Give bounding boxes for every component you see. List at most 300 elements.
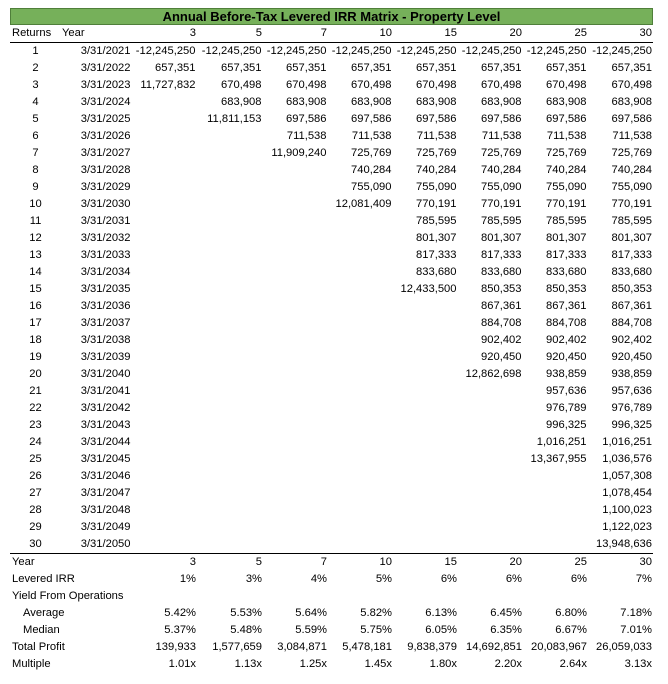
matrix-cell [263,247,328,264]
matrix-cell: 902,402 [458,332,523,349]
matrix-cell [197,519,263,536]
matrix-cell [328,400,393,417]
summary-cell: 5.59% [295,624,327,636]
summary-label: Yield From Operations [12,590,124,602]
summary-cell: 7.18% [620,607,652,619]
column-header: 10 [328,25,393,43]
matrix-cell [263,400,328,417]
summary-cell: 20 [509,556,522,568]
matrix-cell [328,468,393,485]
matrix-cell: 711,538 [588,128,653,145]
column-header: 25 [523,25,588,43]
matrix-body [10,43,653,554]
matrix-cell [197,179,263,196]
summary-cell: 1.45x [364,658,392,670]
matrix-cell: -12,245,250 [263,43,328,61]
summary-cell: 5.42% [164,607,196,619]
row-date: 3/31/2048 [80,504,131,516]
irr-matrix-table [10,25,653,673]
matrix-cell [263,196,328,213]
row-date: 3/31/2042 [80,402,131,414]
summary-cell: 1.25x [299,658,327,670]
matrix-cell [263,230,328,247]
summary-cell: 6% [505,573,522,585]
matrix-cell: 938,859 [523,366,588,383]
summary-year-row [10,554,653,572]
matrix-cell: 867,361 [588,298,653,315]
matrix-cell: 697,586 [458,111,523,128]
column-header: 5 [197,25,263,43]
row-number: 21 [29,385,42,397]
row-date: 3/31/2047 [80,487,131,499]
summary-cell: 3.13x [624,658,652,670]
matrix-cell [328,366,393,383]
row-date: 3/31/2033 [80,249,131,261]
matrix-cell [458,485,523,502]
summary-label: Median [23,624,60,636]
summary-cell: 25 [574,556,587,568]
row-date: 3/31/2029 [80,181,131,193]
matrix-cell [393,434,458,451]
matrix-cell: 683,908 [458,94,523,111]
matrix-cell: 740,284 [393,162,458,179]
matrix-cell [197,451,263,468]
matrix-cell: 725,769 [588,145,653,162]
matrix-cell [263,451,328,468]
matrix-row [10,43,653,61]
summary-label: Year [12,556,35,568]
matrix-cell [263,519,328,536]
matrix-cell: -12,245,250 [132,43,197,61]
matrix-cell [263,264,328,281]
matrix-cell: 683,908 [263,94,328,111]
matrix-cell: 740,284 [588,162,653,179]
matrix-cell [523,468,588,485]
matrix-cell: 996,325 [588,417,653,434]
row-date: 3/31/2038 [80,334,131,346]
column-header: 3 [132,25,197,43]
matrix-cell [132,162,197,179]
matrix-cell [328,536,393,554]
summary-cell: 3,084,871 [277,641,327,653]
row-number: 5 [32,113,39,125]
summary-cell: 9,838,379 [407,641,457,653]
matrix-row [10,298,653,315]
matrix-row [10,383,653,400]
row-date: 3/31/2049 [80,521,131,533]
summary-cell: 5.53% [230,607,262,619]
matrix-cell [458,383,523,400]
matrix-row [10,213,653,230]
matrix-cell [263,332,328,349]
matrix-cell [132,485,197,502]
matrix-cell [197,400,263,417]
row-date: 3/31/2045 [80,453,131,465]
matrix-cell [263,502,328,519]
year-header: Year [60,25,132,43]
matrix-cell: 1,078,454 [588,485,653,502]
row-number: 25 [29,453,42,465]
summary-cell: 1.01x [168,658,196,670]
matrix-cell [197,536,263,554]
summary-cell: 5.82% [360,607,392,619]
matrix-row [10,519,653,536]
matrix-cell: 740,284 [458,162,523,179]
matrix-cell [197,417,263,434]
matrix-cell [328,519,393,536]
matrix-row [10,366,653,383]
matrix-cell: 770,191 [458,196,523,213]
matrix-cell: 1,100,023 [588,502,653,519]
matrix-cell: 12,433,500 [393,281,458,298]
matrix-cell [263,179,328,196]
matrix-cell: 670,498 [588,77,653,94]
row-number: 13 [29,249,42,261]
matrix-cell [458,434,523,451]
matrix-cell [458,519,523,536]
matrix-cell [458,417,523,434]
summary-cell: 14,692,851 [466,641,522,653]
matrix-cell: 11,811,153 [197,111,263,128]
matrix-cell [132,179,197,196]
summary-cell: 7% [635,573,652,585]
row-number: 27 [29,487,42,499]
matrix-cell [393,519,458,536]
matrix-cell [393,298,458,315]
summary-yfo-row [10,588,653,605]
row-date: 3/31/2025 [80,113,131,125]
matrix-cell [328,485,393,502]
matrix-cell [328,213,393,230]
matrix-cell: 920,450 [588,349,653,366]
matrix-cell [523,502,588,519]
matrix-cell: 1,016,251 [523,434,588,451]
matrix-cell: 1,036,576 [588,451,653,468]
matrix-cell [197,434,263,451]
summary-cell: 6.45% [490,607,522,619]
row-date: 3/31/2031 [80,215,131,227]
matrix-cell: 770,191 [588,196,653,213]
matrix-cell [132,281,197,298]
matrix-cell: 725,769 [393,145,458,162]
matrix-cell: 670,498 [523,77,588,94]
row-number: 12 [29,232,42,244]
matrix-cell: 755,090 [523,179,588,196]
matrix-cell: -12,245,250 [393,43,458,61]
row-number: 2 [32,62,39,74]
matrix-cell: 725,769 [458,145,523,162]
summary-cell: 6.67% [555,624,587,636]
matrix-row [10,247,653,264]
row-date: 3/31/2032 [80,232,131,244]
matrix-cell: 657,351 [393,60,458,77]
summary-cell: 6.35% [490,624,522,636]
row-date: 3/31/2022 [80,62,131,74]
matrix-cell: 801,307 [458,230,523,247]
summary-cell: 15 [444,556,457,568]
matrix-cell: -12,245,250 [458,43,523,61]
matrix-cell [328,230,393,247]
matrix-row [10,502,653,519]
matrix-cell [197,502,263,519]
matrix-cell [328,298,393,315]
matrix-cell [132,417,197,434]
irr-matrix-sheet [10,8,664,673]
matrix-cell [132,502,197,519]
matrix-cell [263,281,328,298]
matrix-cell: 740,284 [523,162,588,179]
row-number: 20 [29,368,42,380]
matrix-row [10,94,653,111]
matrix-cell: 711,538 [393,128,458,145]
summary-label: Average [23,607,65,619]
matrix-cell: 697,586 [393,111,458,128]
matrix-cell: 725,769 [328,145,393,162]
matrix-cell: 657,351 [458,60,523,77]
row-number: 22 [29,402,42,414]
matrix-cell [263,315,328,332]
matrix-cell: 711,538 [458,128,523,145]
matrix-cell: 884,708 [458,315,523,332]
summary-cell: 1% [179,573,196,585]
summary-cell: 5% [375,573,392,585]
summary-cell: 5.75% [360,624,392,636]
matrix-cell [263,213,328,230]
row-date: 3/31/2039 [80,351,131,363]
matrix-cell: 884,708 [588,315,653,332]
matrix-cell: 755,090 [458,179,523,196]
matrix-row [10,60,653,77]
matrix-cell: 867,361 [523,298,588,315]
matrix-cell: 657,351 [132,60,197,77]
row-date: 3/31/2028 [80,164,131,176]
matrix-cell: 833,680 [588,264,653,281]
row-date: 3/31/2036 [80,300,131,312]
matrix-cell [197,162,263,179]
matrix-cell: 670,498 [328,77,393,94]
row-number: 30 [10,536,60,554]
matrix-row [10,179,653,196]
matrix-cell: 801,307 [393,230,458,247]
matrix-cell: -12,245,250 [588,43,653,61]
column-header: 7 [263,25,328,43]
matrix-cell [197,383,263,400]
matrix-row [10,332,653,349]
matrix-cell [393,332,458,349]
matrix-cell: 850,353 [588,281,653,298]
matrix-cell: 920,450 [458,349,523,366]
matrix-row [10,349,653,366]
row-date: 3/31/2044 [80,436,131,448]
matrix-cell: 670,498 [458,77,523,94]
matrix-cell: 902,402 [523,332,588,349]
matrix-cell [328,417,393,434]
matrix-cell [132,315,197,332]
matrix-cell: 850,353 [458,281,523,298]
matrix-cell [197,298,263,315]
matrix-cell: -12,245,250 [197,43,263,61]
matrix-cell: 817,333 [458,247,523,264]
matrix-cell [132,536,197,554]
matrix-cell [132,468,197,485]
matrix-cell [458,451,523,468]
matrix-cell: 957,636 [588,383,653,400]
summary-section [10,554,653,674]
matrix-cell [197,247,263,264]
row-date: 3/31/2050 [60,536,132,554]
matrix-cell: 801,307 [523,230,588,247]
matrix-cell: 833,680 [458,264,523,281]
matrix-cell [197,213,263,230]
summary-cell: 30 [639,556,652,568]
matrix-cell [132,366,197,383]
summary-label: Total Profit [12,641,65,653]
matrix-row [10,128,653,145]
row-date: 3/31/2021 [80,45,131,57]
summary-multiple-row [10,656,653,673]
matrix-cell [263,298,328,315]
matrix-cell [132,451,197,468]
matrix-cell [393,366,458,383]
matrix-row [10,230,653,247]
matrix-cell: 976,789 [588,400,653,417]
matrix-cell: 740,284 [328,162,393,179]
sheet-title: Annual Before-Tax Levered IRR Matrix - Property Level [10,8,653,25]
matrix-cell [328,264,393,281]
matrix-cell [132,145,197,162]
matrix-cell: 833,680 [523,264,588,281]
matrix-row [10,536,653,554]
matrix-cell [458,400,523,417]
matrix-cell [263,349,328,366]
matrix-cell: 976,789 [523,400,588,417]
row-date: 3/31/2046 [80,470,131,482]
row-date: 3/31/2041 [80,385,131,397]
matrix-cell [523,519,588,536]
matrix-cell: 770,191 [523,196,588,213]
matrix-cell [197,196,263,213]
matrix-cell: 657,351 [523,60,588,77]
row-number: 16 [29,300,42,312]
row-number: 26 [29,470,42,482]
matrix-row [10,468,653,485]
matrix-cell [132,94,197,111]
summary-cell: 1.80x [429,658,457,670]
matrix-cell: 902,402 [588,332,653,349]
row-number: 28 [29,504,42,516]
matrix-cell [393,485,458,502]
matrix-cell [393,349,458,366]
matrix-cell [263,468,328,485]
summary-cell: 5,478,181 [342,641,392,653]
matrix-cell: 785,595 [523,213,588,230]
matrix-cell [328,502,393,519]
matrix-cell: 697,586 [263,111,328,128]
summary-cell: 1,577,659 [212,641,262,653]
matrix-cell: 755,090 [328,179,393,196]
matrix-cell [132,230,197,247]
column-header: 30 [588,25,653,43]
returns-header: Returns [10,25,60,43]
matrix-cell [328,349,393,366]
matrix-cell [132,264,197,281]
summary-cell: 1.13x [234,658,262,670]
matrix-cell [132,400,197,417]
summary-irr-row [10,571,653,588]
row-number: 17 [29,317,42,329]
matrix-cell: 801,307 [588,230,653,247]
matrix-cell: 817,333 [588,247,653,264]
summary-cell: 26,059,033 [596,641,652,653]
matrix-cell: 833,680 [393,264,458,281]
row-number: 29 [29,521,42,533]
row-number: 19 [29,351,42,363]
matrix-cell [197,485,263,502]
matrix-cell: 1,016,251 [588,434,653,451]
summary-profit-row [10,639,653,656]
summary-cell: 5.64% [295,607,327,619]
matrix-cell [132,128,197,145]
row-date: 3/31/2026 [80,130,131,142]
matrix-cell: 850,353 [523,281,588,298]
summary-average-row [10,605,653,622]
column-header: 20 [458,25,523,43]
matrix-cell [393,536,458,554]
matrix-cell [263,366,328,383]
summary-cell: 5.48% [230,624,262,636]
matrix-cell [458,502,523,519]
row-number: 6 [32,130,39,142]
matrix-cell: 785,595 [588,213,653,230]
matrix-cell: 683,908 [588,94,653,111]
summary-median-row [10,622,653,639]
matrix-cell: 755,090 [393,179,458,196]
header-row [10,25,653,43]
row-date: 3/31/2037 [80,317,131,329]
matrix-cell: 13,948,636 [588,536,653,554]
matrix-cell: 711,538 [328,128,393,145]
matrix-cell [328,434,393,451]
matrix-cell: 938,859 [588,366,653,383]
matrix-cell [197,468,263,485]
row-date: 3/31/2035 [80,283,131,295]
matrix-cell [458,468,523,485]
row-date: 3/31/2030 [80,198,131,210]
matrix-cell [393,451,458,468]
matrix-cell [328,247,393,264]
matrix-cell: 657,351 [328,60,393,77]
matrix-cell [328,281,393,298]
summary-label: Levered IRR [12,573,75,585]
matrix-cell: 755,090 [588,179,653,196]
matrix-cell: 670,498 [197,77,263,94]
matrix-cell: 11,909,240 [263,145,328,162]
matrix-row [10,145,653,162]
matrix-cell: 657,351 [263,60,328,77]
row-number: 23 [29,419,42,431]
matrix-cell: 670,498 [263,77,328,94]
matrix-cell: 867,361 [458,298,523,315]
column-header: 15 [393,25,458,43]
matrix-cell [263,434,328,451]
matrix-cell: 13,367,955 [523,451,588,468]
row-date: 3/31/2040 [80,368,131,380]
matrix-cell [197,264,263,281]
matrix-row [10,281,653,298]
summary-cell: 3% [245,573,262,585]
matrix-cell [393,502,458,519]
matrix-cell [263,162,328,179]
